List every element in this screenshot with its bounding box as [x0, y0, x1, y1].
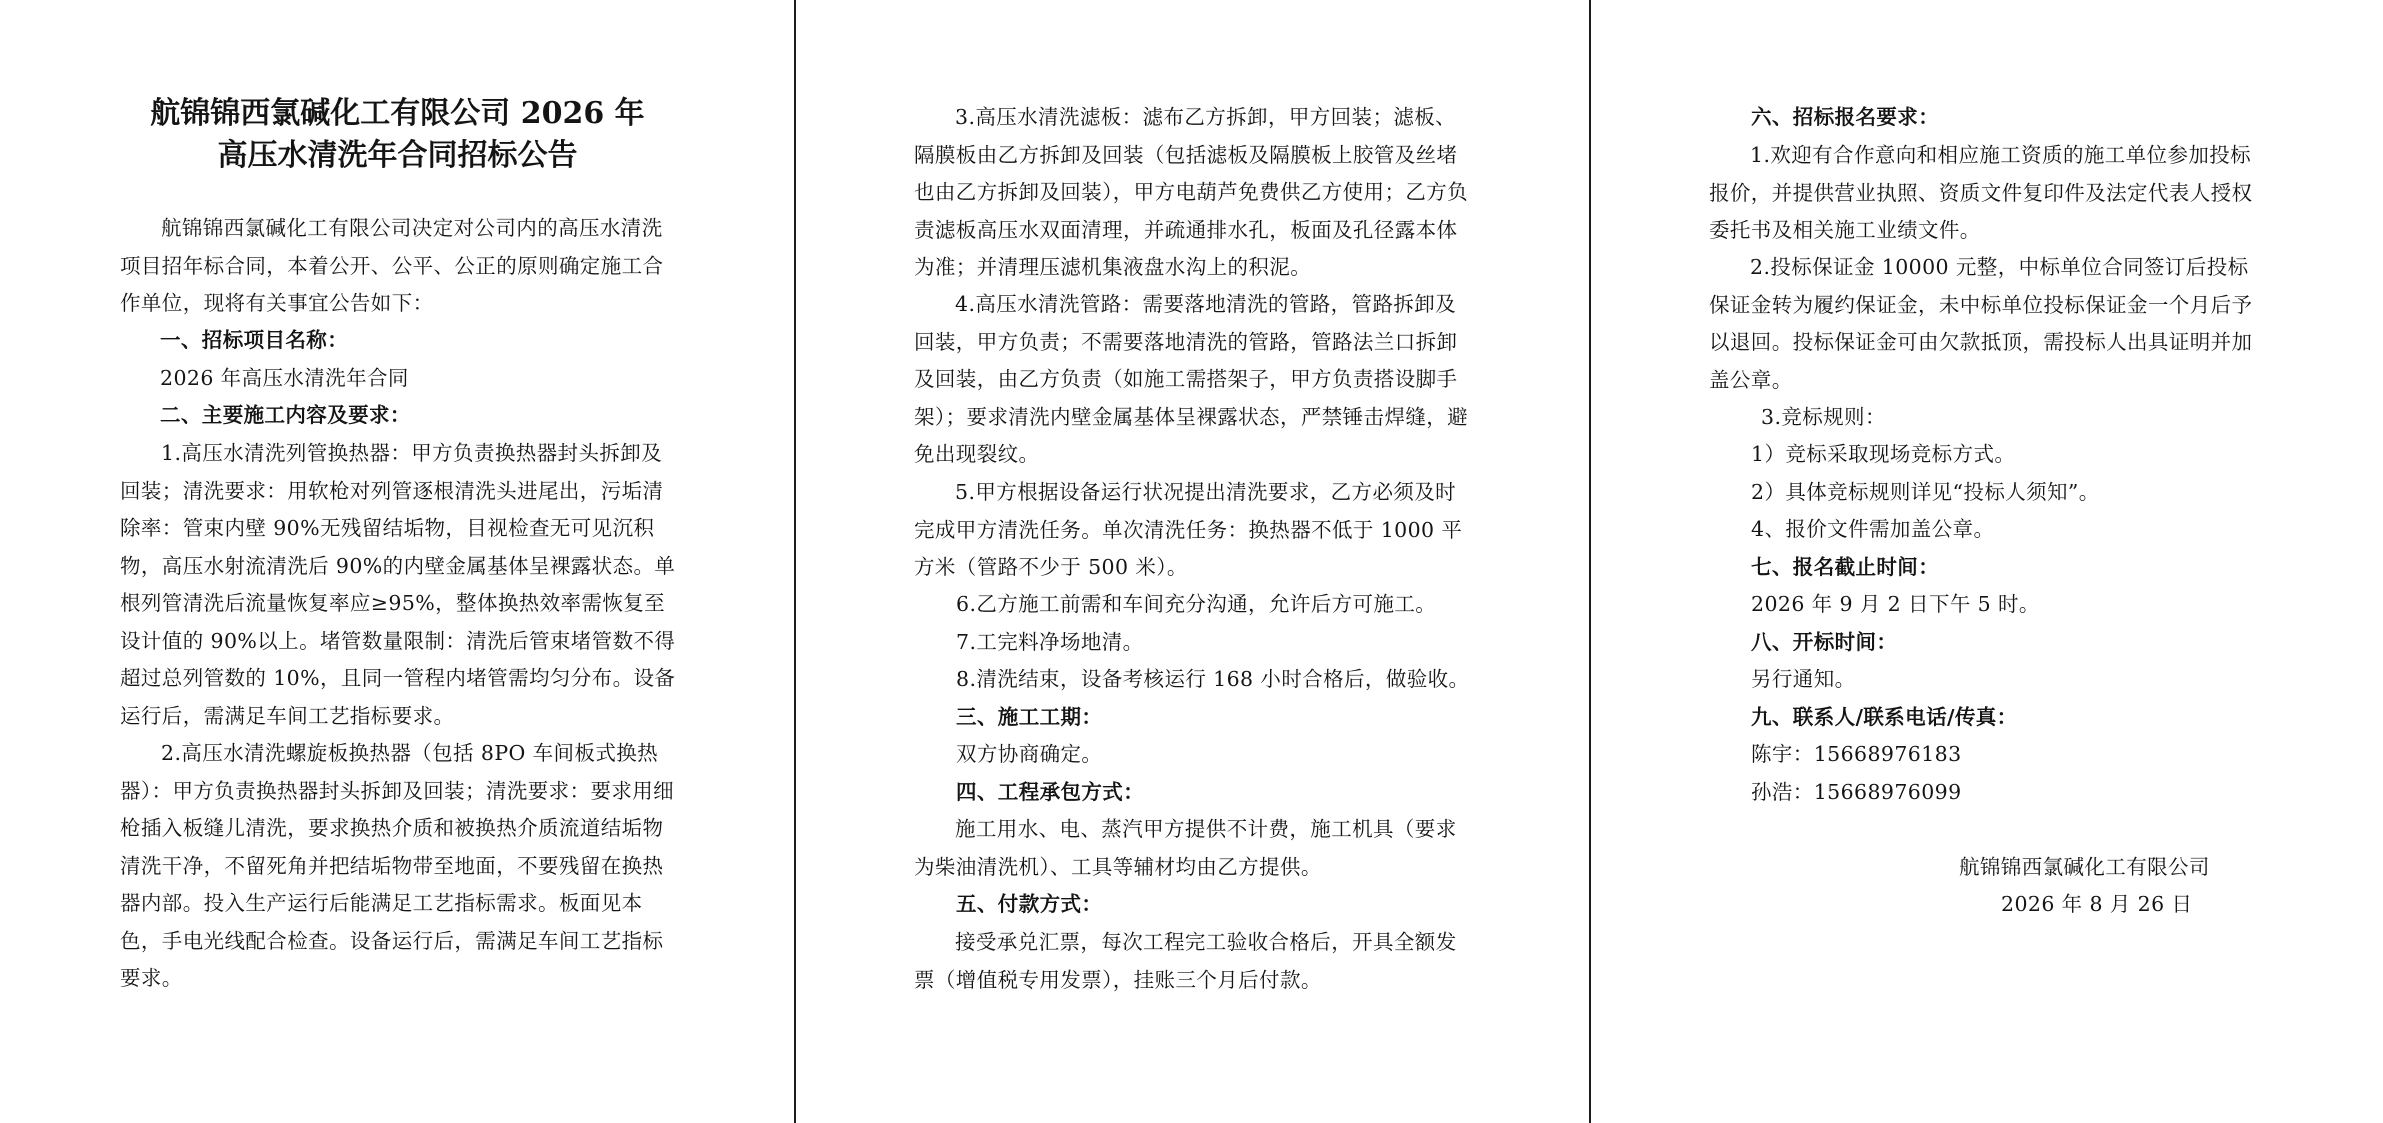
document-page-3: [1591, 0, 2383, 1123]
section-2-item-6: 6.乙方施工前需和车间充分沟通，允许后方可施工。: [956, 592, 1437, 616]
section-6-item-1: 1.欢迎有合作意向和相应施工资质的施工单位参加投标报价，并提供营业执照、资质文件复印件及法定代表人授权委托书及相关施工业绩文件。: [1709, 143, 2253, 242]
section-4-heading: 四、工程承包方式：: [956, 780, 1145, 804]
section-7-value: 2026 年 9 月 2 日下午 5 时。: [1751, 592, 2040, 616]
section-2-heading: 二、主要施工内容及要求：: [160, 403, 411, 427]
signature-date: 2026 年 8 月 26 日: [2001, 892, 2193, 916]
section-6-item-2: 2.投标保证金 10000 元整，中标单位合同签订后投标保证金转为履约保证金，未中标单位投标保证金一个月后予以退回。投标保证金可由欠款抵顶，需投标人出具证明并加盖公章。: [1709, 255, 2253, 392]
contact-1: 陈宇：15668976183: [1751, 742, 1962, 766]
section-5-value: 接受承兑汇票，每次工程完工验收合格后，开具全额发票（增值税专用发票），挂账三个月后付款。: [914, 930, 1457, 992]
document-page-1: [0, 0, 795, 1123]
section-1-value: 2026 年高压水清洗年合同: [160, 366, 409, 390]
section-6-item-4: 4、报价文件需加盖公章。: [1751, 517, 1995, 541]
section-8-heading: 八、开标时间：: [1751, 630, 1898, 654]
section-2-item-5: 5.甲方根据设备运行状况提出清洗要求，乙方必须及时完成甲方清洗任务。单次清洗任务：换热器不低于 1000 平方米（管路不少于 500 米）。: [914, 480, 1463, 579]
section-2-item-7: 7.工完料净场地清。: [956, 630, 1144, 654]
section-6-heading: 六、招标报名要求：: [1751, 105, 1940, 129]
section-5-heading: 五、付款方式：: [956, 892, 1103, 916]
section-9-heading: 九、联系人/联系电话/传真：: [1751, 705, 2018, 729]
notice-title-line-1: 航锦锦西氯碱化工有限公司 2026 年: [150, 96, 645, 131]
section-6-item-3: 3.竞标规则：: [1761, 405, 1886, 429]
section-2-item-8: 8.清洗结束，设备考核运行 168 小时合格后，做验收。: [956, 667, 1470, 691]
document-page-2: [796, 0, 1590, 1123]
section-7-heading: 七、报名截止时间：: [1751, 555, 1940, 579]
intro-paragraph: 航锦锦西氯碱化工有限公司决定对公司内的高压水清洗项目招年标合同，本着公开、公平、公正的原则确定施工合作单位，现将有关事宜公告如下：: [120, 216, 664, 315]
section-1-heading: 一、招标项目名称：: [160, 328, 349, 352]
section-2-item-3: 3.高压水清洗滤板：滤布乙方拆卸，甲方回装；滤板、隔膜板由乙方拆卸及回装（包括滤板及隔膜板上胶管及丝堵也由乙方拆卸及回装），甲方电葫芦免费供乙方使用；乙方负责滤板高压水双面清理，并疏通排水孔，板面及孔径露本体为准；并清理压滤机集液盘水沟上的积泥。: [914, 105, 1469, 279]
contact-2: 孙浩：15668976099: [1751, 780, 1962, 804]
section-2-item-4: 4.高压水清洗管路：需要落地清洗的管路，管路拆卸及回装，甲方负责；不需要落地清洗的管路，管路法兰口拆卸及回装，由乙方负责（如施工需搭架子，甲方负责搭设脚手架）；要求清洗内壁金属基体呈裸露状态，严禁锤击焊缝，避免出现裂纹。: [914, 292, 1469, 466]
section-6-item-3-rule-2: 2）具体竞标规则详见“投标人须知”。: [1751, 480, 2100, 504]
section-8-value: 另行通知。: [1751, 667, 1856, 691]
section-3-heading: 三、施工工期：: [956, 705, 1103, 729]
section-4-value: 施工用水、电、蒸汽甲方提供不计费，施工机具（要求为柴油清洗机）、工具等辅材均由乙方提供。: [914, 817, 1457, 879]
section-2-item-1: 1.高压水清洗列管换热器：甲方负责换热器封头拆卸及回装；清洗要求：用软枪对列管逐根清洗头进尾出，污垢清除率：管束内壁 90%无残留结垢物，目视检查无可见沉积物，高压水射流清洗后 90%的内壁金属基体呈裸露状态。单根列管清洗后流量恢复率应≥95%，整体换热效率需恢复至设计值的 90%以上。堵管数量限制：清洗后管束堵管数不得超过总列管数的 10%，且同一管程内堵管需均匀分布。设备运行后，需满足车间工艺指标要求。: [120, 441, 676, 728]
section-3-value: 双方协商确定。: [956, 742, 1103, 766]
notice-title-line-2: 高压水清洗年合同招标公告: [217, 138, 578, 173]
section-2-item-2: 2.高压水清洗螺旋板换热器（包括 8PO 车间板式换热器）：甲方负责换热器封头拆卸及回装；清洗要求：要求用细枪插入板缝儿清洗，要求换热介质和被换热介质流道结垢物清洗干净，不留死角并把结垢物带至地面，不要残留在换热器内部。投入生产运行后能满足工艺指标需求。板面见本色，手电光线配合检查。设备运行后，需满足车间工艺指标要求。: [120, 741, 675, 990]
section-6-item-3-rule-1: 1）竞标采取现场竞标方式。: [1751, 442, 2016, 466]
signature-company: 航锦锦西氯碱化工有限公司: [1959, 855, 2210, 879]
